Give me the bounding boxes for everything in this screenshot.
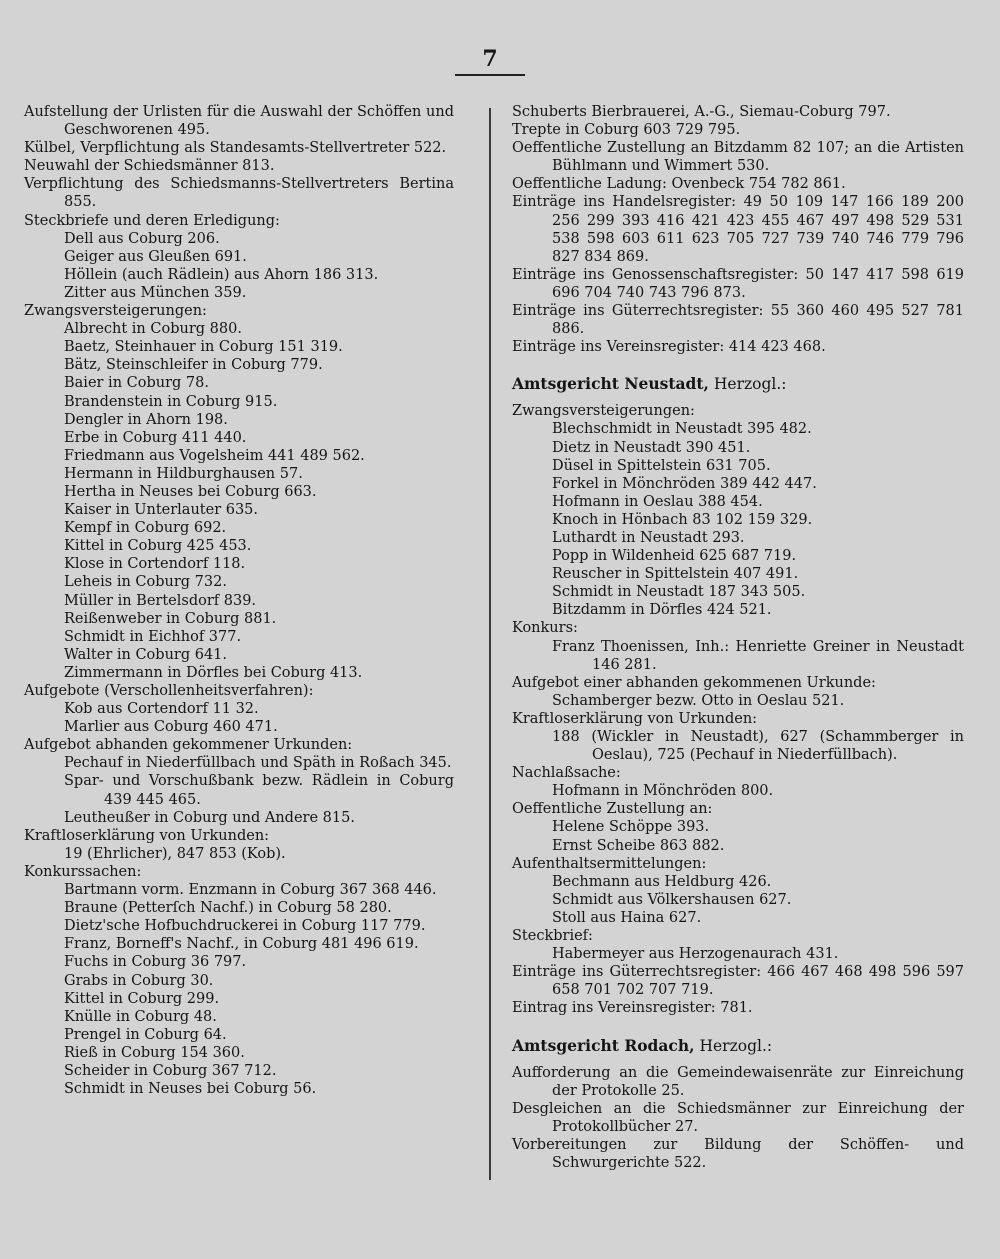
index-subentry: Grabs in Coburg 30. xyxy=(64,972,214,989)
index-subentry: Reißenweber in Coburg 881. xyxy=(64,610,277,627)
index-subentry: Geiger aus Gleußen 691. xyxy=(64,248,247,265)
index-subentry: Braune (Petterſch Nachf.) in Coburg 58 280. xyxy=(64,900,392,917)
index-subentry: Kittel in Coburg 425 453. xyxy=(64,538,252,555)
index-subentry: Leheis in Coburg 732. xyxy=(64,574,227,591)
index-entry: Trepte in Coburg 603 729 795. xyxy=(512,122,741,139)
index-entry: Schuberts Bierbrauerei, A.-G., Siemau-Coburg 797. xyxy=(512,104,891,120)
index-subentry: Brandenstein in Coburg 915. xyxy=(64,393,278,410)
index-subentry: Reuscher in Spittelstein 407 491. xyxy=(552,566,799,583)
index-entry: Einträge ins Güterrechtsregister: 55 360 460 495 527 781 886. xyxy=(512,303,964,338)
index-subentry: Schmidt in Neuses bei Coburg 56. xyxy=(64,1081,317,1098)
index-entry: Nachlaßsache: xyxy=(512,765,621,782)
index-entry: Neuwahl der Schiedsmänner 813. xyxy=(24,158,275,175)
index-subentry: Spar- und Vorschußbank bezw. Rädlein in Coburg 439 445 465. xyxy=(64,773,454,808)
index-subentry: Rieß in Coburg 154 360. xyxy=(64,1044,245,1061)
index-entry: Vorbereitungen zur Bildung der Schöffen- und Schwurgerichte 522. xyxy=(512,1136,964,1171)
index-subentry: Blechschmidt in Neustadt 395 482. xyxy=(552,421,812,438)
index-subentry: Erbe in Coburg 411 440. xyxy=(64,429,247,446)
index-subentry: Müller in Bertelsdorf 839. xyxy=(64,592,257,609)
index-entry: Einträge ins Handelsregister: 49 50 109 147 166 189 200 256 299 393 416 421 423 455 467 497 498 529 531 538 598 603 611 623 705 727 739 740 746 779 796 827 834 869. xyxy=(512,194,964,265)
right-column xyxy=(512,103,964,1172)
index-subentry: Marlier aus Coburg 460 471. xyxy=(64,719,278,736)
index-subentry: Habermeyer aus Herzogenaurach 431. xyxy=(552,946,839,963)
index-subentry: Dietz in Neustadt 390 451. xyxy=(552,439,751,456)
column-divider xyxy=(489,108,491,1180)
index-subentry: Baier in Coburg 78. xyxy=(64,375,209,392)
index-subentry: Kempf in Coburg 692. xyxy=(64,520,227,537)
index-entry: Einträge ins Güterrechtsregister: 466 467 468 498 596 597 658 701 702 707 719. xyxy=(512,964,964,999)
index-subentry: Franz, Borneff's Nachf., in Coburg 481 496 619. xyxy=(64,936,419,953)
index-subentry: Klose in Cortendorf 118. xyxy=(64,556,246,573)
index-subentry: Leutheußer in Coburg und Andere 815. xyxy=(64,809,355,826)
index-entry: Aufgebot abhanden gekommener Urkunden: xyxy=(24,737,353,754)
index-subentry: Bechmann aus Heldburg 426. xyxy=(552,873,772,890)
index-entry: Zwangsversteigerungen: xyxy=(512,403,695,420)
court-heading xyxy=(512,1036,964,1056)
index-subentry: Popp in Wildenheid 625 687 719. xyxy=(552,548,797,565)
index-subentry: Knoch in Hönbach 83 102 159 329. xyxy=(552,511,813,528)
index-entry: Aufstellung der Urlisten für die Auswahl der Schöffen und Geschworenen 495. xyxy=(24,104,454,139)
index-subentry: Prengel in Coburg 64. xyxy=(64,1026,227,1043)
index-entry: Külbel, Verpflichtung als Standesamts-Stellvertreter 522. xyxy=(24,140,447,157)
index-subentry: 19 (Ehrlicher), 847 853 (Kob). xyxy=(64,845,286,862)
left-column xyxy=(24,103,454,1098)
index-subentry: Hertha in Neuses bei Coburg 663. xyxy=(64,483,317,500)
index-entry: Einträge ins Genossenschaftsregister: 50 147 417 598 619 696 704 740 743 796 873. xyxy=(512,266,964,301)
index-subentry: Bitzdamm in Dörfles 424 521. xyxy=(552,602,772,619)
court-heading xyxy=(512,374,964,394)
index-subentry: Pechauf in Niederfüllbach und Späth in Roßach 345. xyxy=(64,755,452,772)
index-subentry: Friedmann aus Vogelsheim 441 489 562. xyxy=(64,447,365,464)
index-subentry: 188 (Wickler in Neustadt), 627 (Schammberger in Oeslau), 725 (Pechauf in Niederfüllbach). xyxy=(552,729,964,764)
index-subentry: Schamberger bezw. Otto in Oeslau 521. xyxy=(552,692,845,709)
index-entry: Einträge ins Vereinsregister: 414 423 468. xyxy=(512,339,826,356)
index-subentry: Forkel in Mönchröden 389 442 447. xyxy=(552,475,817,492)
court-heading-suffix: Herzogl.: xyxy=(708,375,787,394)
index-subentry: Stoll aus Haina 627. xyxy=(552,909,702,926)
index-subentry: Zitter aus München 359. xyxy=(64,284,247,301)
index-entry: Aufgebote (Verschollenheitsverfahren): xyxy=(24,683,314,699)
index-subentry: Albrecht in Coburg 880. xyxy=(64,321,242,338)
index-subentry: Hermann in Hildburghausen 57. xyxy=(64,465,303,482)
index-subentry: Walter in Coburg 641. xyxy=(64,646,228,663)
index-subentry: Schmidt in Neustadt 187 343 505. xyxy=(552,584,806,601)
index-subentry: Baetz, Steinhauer in Coburg 151 319. xyxy=(64,339,343,356)
index-subentry: Franz Thoenissen, Inh.: Henriette Greiner in Neustadt 146 281. xyxy=(552,638,964,673)
index-entry: Kraftloserklärung von Urkunden: xyxy=(512,710,758,727)
index-entry: Verpflichtung des Schiedsmanns-Stellvertreters Bertina 855. xyxy=(24,176,454,211)
index-subentry: Hofmann in Mönchröden 800. xyxy=(552,783,774,800)
index-subentry: Düsel in Spittelstein 631 705. xyxy=(552,457,771,474)
index-subentry: Scheider in Coburg 367 712. xyxy=(64,1062,277,1079)
court-heading-name: Amtsgericht Rodach, xyxy=(512,1035,695,1055)
index-subentry: Höllein (auch Rädlein) aus Ahorn 186 313. xyxy=(64,266,379,283)
index-entry: Zwangsversteigerungen: xyxy=(24,303,207,320)
index-subentry: Dell aus Coburg 206. xyxy=(64,230,220,247)
index-subentry: Knülle in Coburg 48. xyxy=(64,1008,217,1025)
court-heading-name: Amtsgericht Neustadt, xyxy=(512,374,709,394)
index-subentry: Zimmermann in Dörfles bei Coburg 413. xyxy=(64,664,363,681)
index-subentry: Kaiser in Unterlauter 635. xyxy=(64,502,259,519)
index-subentry: Kittel in Coburg 299. xyxy=(64,990,220,1007)
index-subentry: Schmidt in Eichhof 377. xyxy=(64,628,242,645)
index-entry: Steckbrief: xyxy=(512,928,593,945)
court-heading-suffix: Herzogl.: xyxy=(694,1036,773,1055)
index-entry: Desgleichen an die Schiedsmänner zur Einreichung der Protokollbücher 27. xyxy=(512,1100,964,1135)
index-entry: Oeffentliche Ladung: Ovenbeck 754 782 861. xyxy=(512,176,846,193)
index-entry: Aufgebot einer abhanden gekommenen Urkunde: xyxy=(512,674,876,691)
index-entry: Aufforderung an die Gemeindewaisenräte zur Einreichung der Protokolle 25. xyxy=(512,1064,964,1099)
index-subentry: Bartmann vorm. Enzmann in Coburg 367 368 446. xyxy=(64,882,437,899)
index-entry: Oeffentliche Zustellung an: xyxy=(512,801,713,818)
index-subentry: Hofmann in Oeslau 388 454. xyxy=(552,493,763,510)
index-subentry: Ernst Scheibe 863 882. xyxy=(552,837,725,854)
index-entry: Kraftloserklärung von Urkunden: xyxy=(24,827,270,844)
page-number-rule xyxy=(455,74,525,76)
page-number: 7 xyxy=(482,46,498,72)
index-subentry: Helene Schöppe 393. xyxy=(552,819,710,836)
index-subentry: Luthardt in Neustadt 293. xyxy=(552,529,745,546)
index-entry: Konkurs: xyxy=(512,620,578,637)
index-entry: Oeffentliche Zustellung an Bitzdamm 82 107; an die Artisten Bühlmann und Wimmert 530. xyxy=(512,140,964,175)
index-entry: Steckbriefe und deren Erledigung: xyxy=(24,212,280,229)
index-subentry: Kob aus Cortendorf 11 32. xyxy=(64,701,259,718)
index-subentry: Bätz, Steinschleifer in Coburg 779. xyxy=(64,357,323,374)
index-subentry: Fuchs in Coburg 36 797. xyxy=(64,954,247,971)
index-subentry: Dietz'sche Hofbuchdruckerei in Coburg 117 779. xyxy=(64,918,426,935)
index-entry: Eintrag ins Vereinsregister: 781. xyxy=(512,1000,753,1017)
index-entry: Konkurssachen: xyxy=(24,863,142,880)
index-subentry: Dengler in Ahorn 198. xyxy=(64,411,228,428)
index-entry: Aufenthaltsermittelungen: xyxy=(512,855,707,872)
index-subentry: Schmidt aus Völkershausen 627. xyxy=(552,891,792,908)
